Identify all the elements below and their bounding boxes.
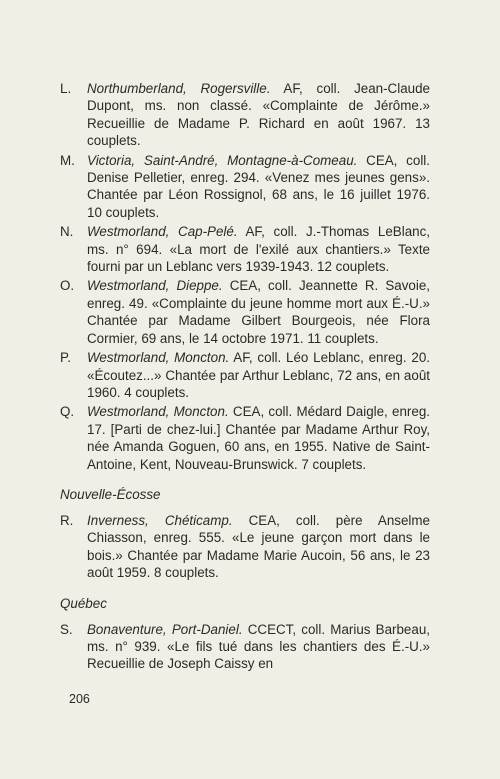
entry-letter: N. (60, 224, 74, 240)
entry-text (87, 80, 430, 150)
entry-n (60, 223, 430, 275)
entry-details: AF, coll. Jean-Claude Dupont, ms. non classé. «Complainte de Jérôme.» Recueillie de Madame P. Richard en août 1967. 13 couplets. (87, 81, 430, 149)
entry-letter: P. (60, 350, 71, 366)
section-heading-quebec: Québec (60, 595, 107, 611)
entry-letter: S. (60, 621, 73, 637)
entries-group-2 (60, 512, 430, 582)
entry-letter: O. (60, 278, 75, 294)
entry-text (87, 512, 430, 582)
entry-place: Victoria, Saint-André, Montagne-à-Comeau. (87, 152, 358, 168)
entry-place: Northumberland, Rogersville. (87, 81, 271, 96)
entry-place: Inverness, Chéticamp. (87, 512, 233, 528)
entry-letter: Q. (60, 404, 75, 420)
entry-text (87, 349, 430, 401)
entry-place: Westmorland, Moncton. (87, 350, 230, 366)
entry-details: CEA, coll. Médard Daigle, enreg. 17. [Parti de chez-lui.] Chantée par Madame Arthur Roy, née Amanda Goguen, 60 ans, en 1955. Native de Saint-Antoine, Kent, Nouveau-Brunswick. 7 couplets. (87, 404, 430, 472)
entry-letter: M. (60, 152, 75, 168)
entry-letter: L. (60, 81, 72, 96)
entry-letter: R. (60, 512, 74, 528)
entry-l (60, 80, 430, 150)
entry-o (60, 277, 430, 347)
page-number: 206 (69, 692, 90, 706)
entry-s (60, 621, 430, 673)
entry-details: AF, coll. J.-Thomas LeBlanc, ms. n° 694. «La mort de l'exilé aux chantiers.» Texte fourni par un Leblanc vers 1939-1943. 12 couplets. (87, 224, 430, 275)
entry-text (87, 403, 430, 473)
entry-place: Westmorland, Moncton. (87, 404, 229, 420)
entry-details: CEA, coll. père Anselme Chiasson, enreg. 555. «Le jeune garçon mort dans le bois.» Chantée par Madame Marie Aucoin, 56 ans, le 23 août 1959. 8 couplets. (87, 512, 430, 581)
page-body (60, 80, 430, 675)
entry-text (87, 152, 430, 222)
entry-details: CEA, coll. Denise Pelletier, enreg. 294. «Venez mes jeunes gens». Chantée par Léon Rossignol, 68 ans, le 16 juillet 1976. 10 couplets. (87, 152, 430, 220)
entry-text (87, 621, 430, 673)
entry-text (87, 277, 430, 347)
entry-details: AF, coll. Léo Leblanc, enreg. 20. «Écoutez...» Chantée par Arthur Leblanc, 72 ans, en août 1960. 4 couplets. (87, 350, 430, 400)
entry-place: Westmorland, Dieppe. (87, 278, 223, 294)
section-heading-nouvelle-ecosse: Nouvelle-Écosse (60, 486, 161, 502)
entry-p (60, 349, 430, 401)
entry-place: Bonaventure, Port-Daniel. (87, 621, 243, 637)
entry-place: Westmorland, Cap-Pelé. (87, 224, 238, 240)
entry-details: CCECT, coll. Marius Barbeau, ms. n° 939. «Le fils tué dans les chantiers des É.-U.» Recueillie de Joseph Caissy en (87, 621, 430, 672)
entries-group-3 (60, 621, 430, 673)
entry-q (60, 403, 430, 473)
entry-r (60, 512, 430, 582)
entries-group-1 (60, 80, 430, 473)
entry-m (60, 152, 430, 222)
entry-text (87, 223, 430, 275)
entry-details: CEA, coll. Jeannette R. Savoie, enreg. 49. «Complainte du jeune homme mort aux É.-U.» Chantée par Madame Gilbert Bourgeois, née Flora Cormier, 69 ans, le 14 octobre 1971. 11 couplets. (87, 278, 431, 346)
